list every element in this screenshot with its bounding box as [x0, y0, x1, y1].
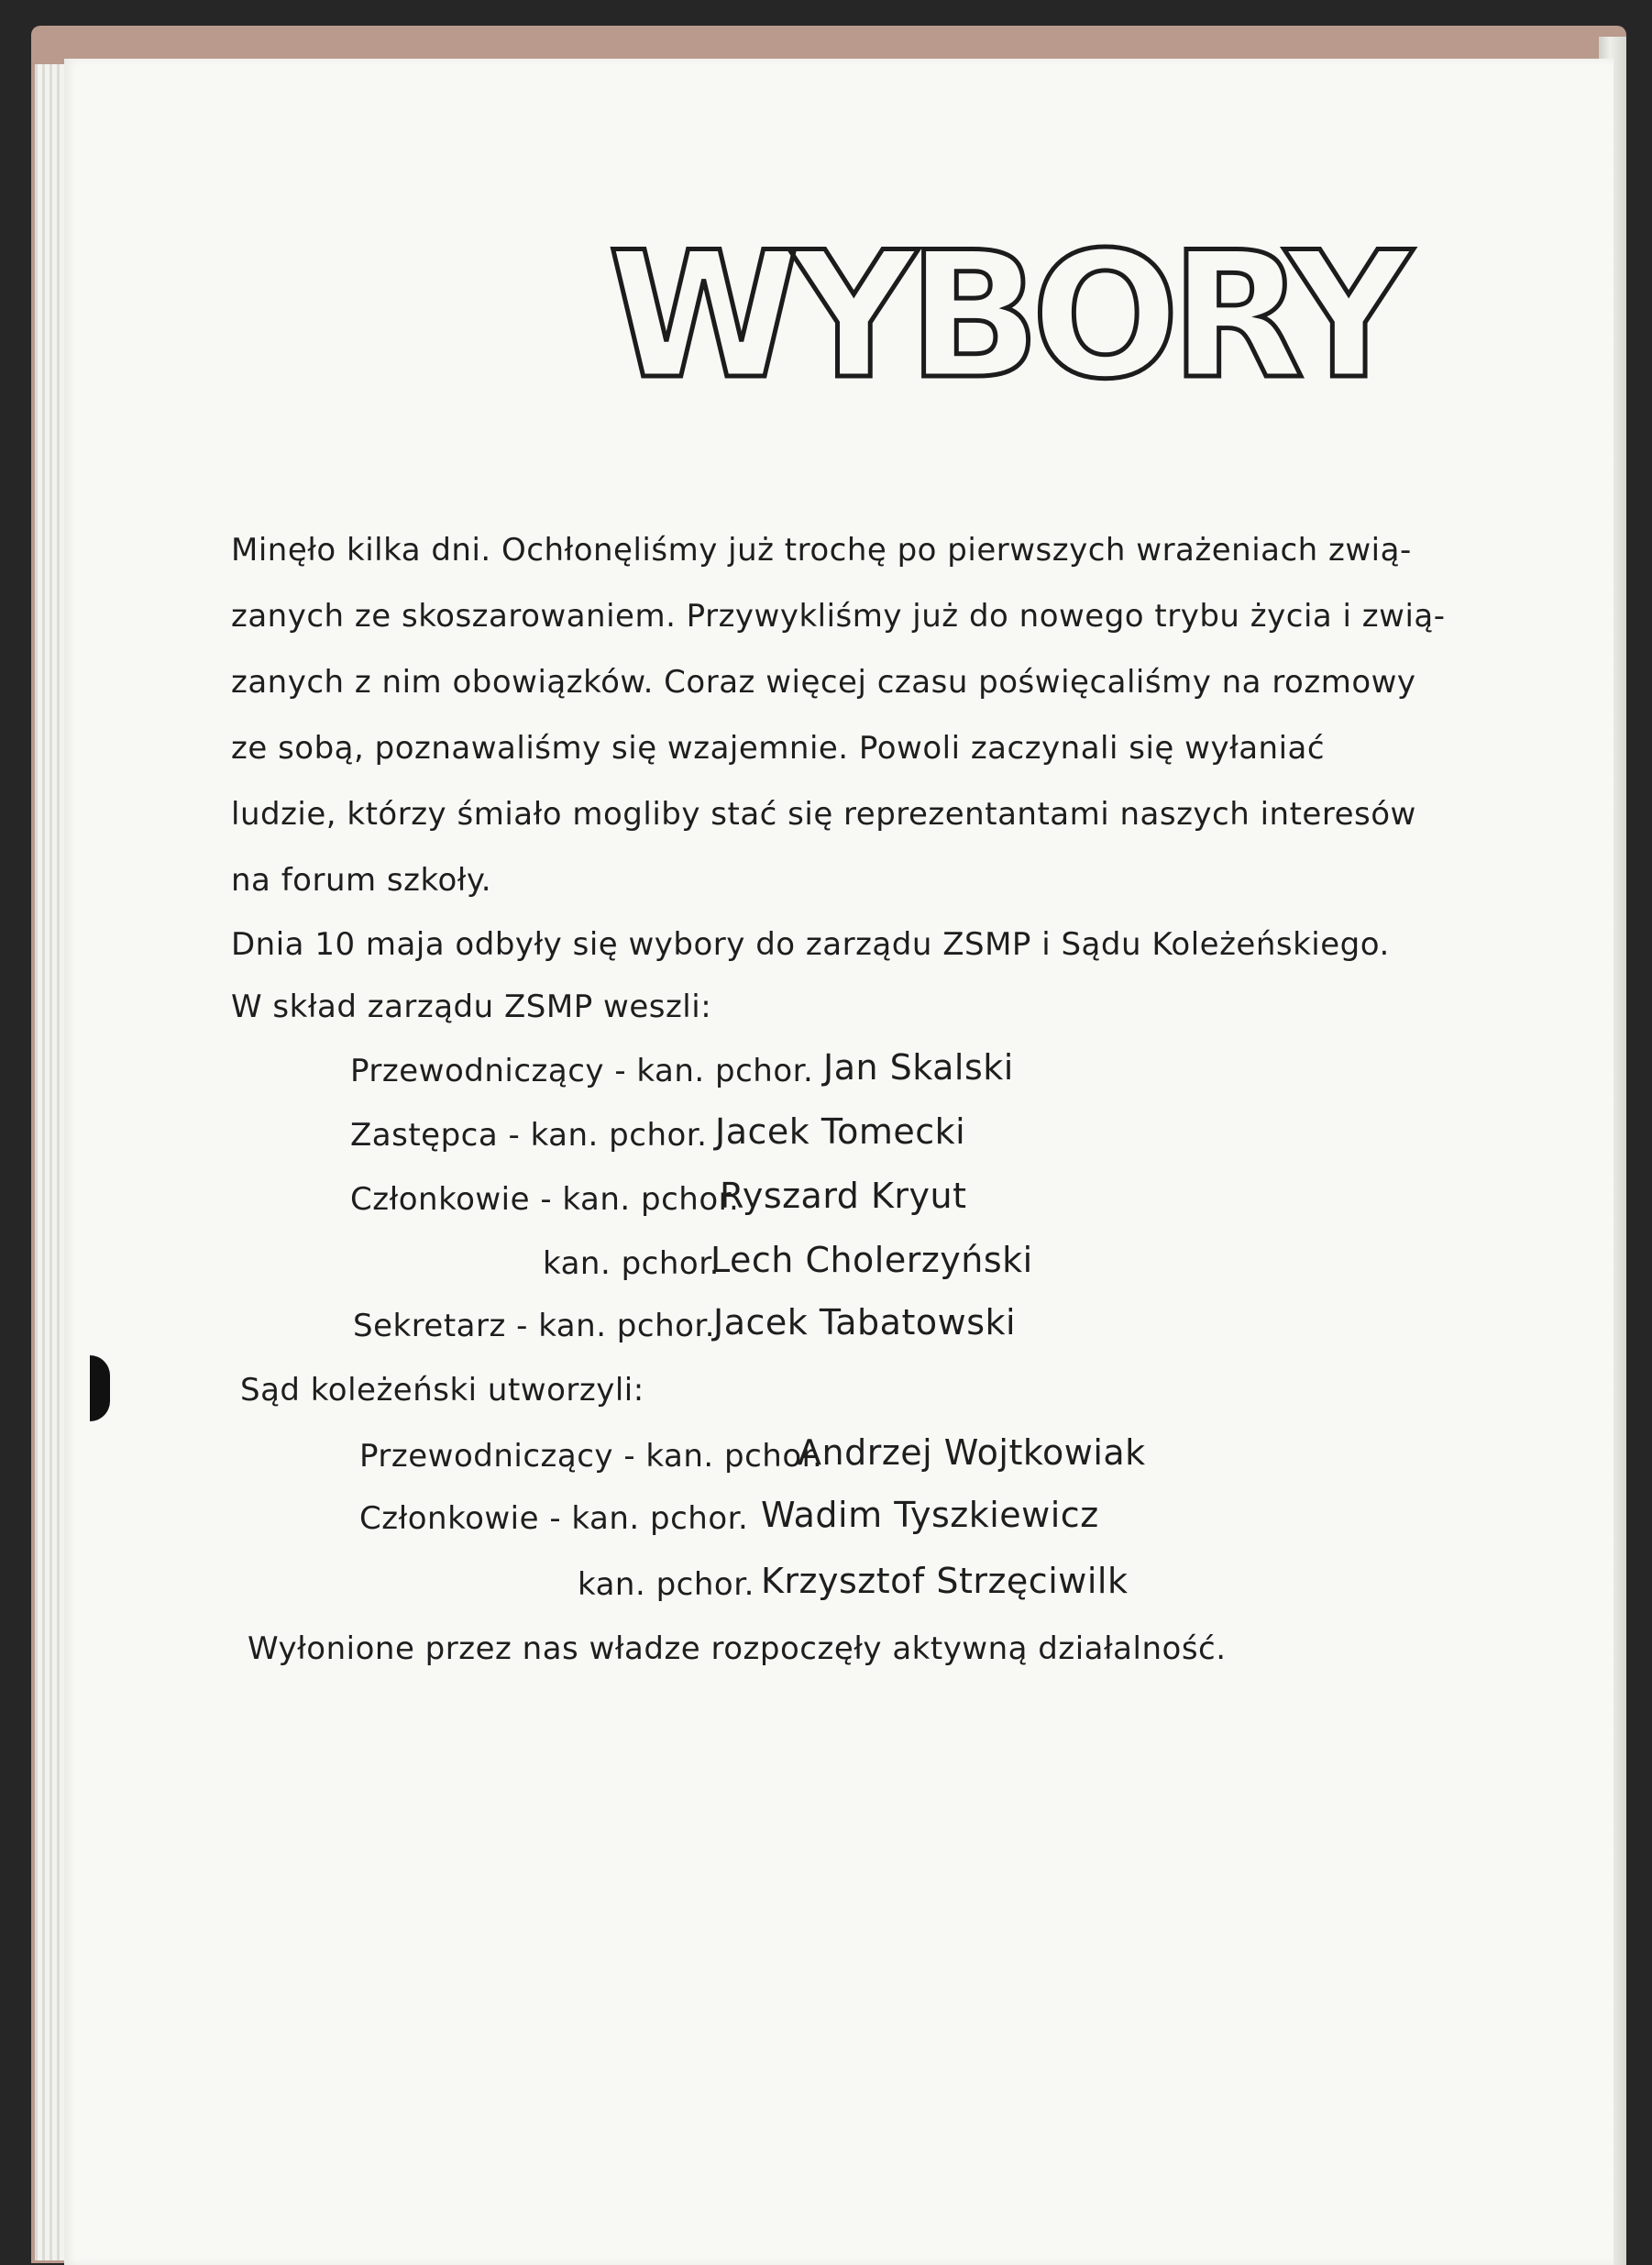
court-role-3: kan. pchor.: [578, 1566, 754, 1603]
paragraph-line-4: ze sobą, poznawaliśmy się wzajemnie. Powoli zaczynali się wyłaniać: [231, 730, 1326, 767]
zsmp-name-2: Jacek Tomecki: [715, 1111, 966, 1152]
closing-line: Wyłonione przez nas władze rozpoczęły aktywną działalność.: [248, 1630, 1227, 1667]
court-name-1: Andrzej Wojtkowiak: [798, 1432, 1146, 1473]
paragraph-line-3: zanych z nim obowiązków. Coraz więcej czasu poświęcaliśmy na rozmowy: [231, 664, 1416, 701]
zsmp-name-4: Lech Cholerzyński: [710, 1240, 1033, 1280]
court-role-1: Przewodniczący - kan. pchor.: [359, 1438, 823, 1475]
paragraph-line-1: Minęło kilka dni. Ochłonęliśmy już trochę po pierwszych wrażeniach zwią-: [231, 532, 1412, 569]
zsmp-role-1: Przewodniczący - kan. pchor.: [350, 1053, 814, 1089]
court-role-2: Członkowie - kan. pchor.: [359, 1500, 749, 1537]
court-name-3: Krzysztof Strzęciwilk: [761, 1561, 1129, 1601]
zsmp-name-1: Jan Skalski: [823, 1047, 1014, 1088]
zsmp-role-3: Członkowie - kan. pchor.: [350, 1181, 740, 1218]
zsmp-name-5: Jacek Tabatowski: [713, 1302, 1017, 1342]
paragraph-line-2: zanych ze skoszarowaniem. Przywykliśmy już do nowego trybu życia i zwią-: [231, 598, 1446, 635]
page-title-text: WYBORY: [608, 215, 1403, 417]
zsmp-name-3: Ryszard Kryut: [720, 1176, 967, 1216]
zsmp-role-5: Sekretarz - kan. pchor.: [353, 1308, 716, 1344]
paragraph-line-6: na forum szkoły.: [231, 862, 492, 899]
zsmp-role-4: kan. pchor.: [543, 1245, 720, 1282]
punch-hole: [90, 1355, 110, 1421]
zsmp-role-2: Zastępca - kan. pchor.: [350, 1117, 708, 1154]
paragraph-line-5: ludzie, którzy śmiało mogliby stać się reprezentantami naszych interesów: [231, 796, 1416, 833]
court-name-2: Wadim Tyszkiewicz: [761, 1495, 1099, 1535]
court-heading: Sąd koleżeński utworzyli:: [240, 1372, 644, 1409]
election-line: Dnia 10 maja odbyły się wybory do zarządu ZSMP i Sądu Koleżeńskiego.: [231, 926, 1390, 963]
zsmp-heading: W skład zarządu ZSMP weszli:: [231, 989, 712, 1025]
page-title: [600, 202, 1403, 417]
